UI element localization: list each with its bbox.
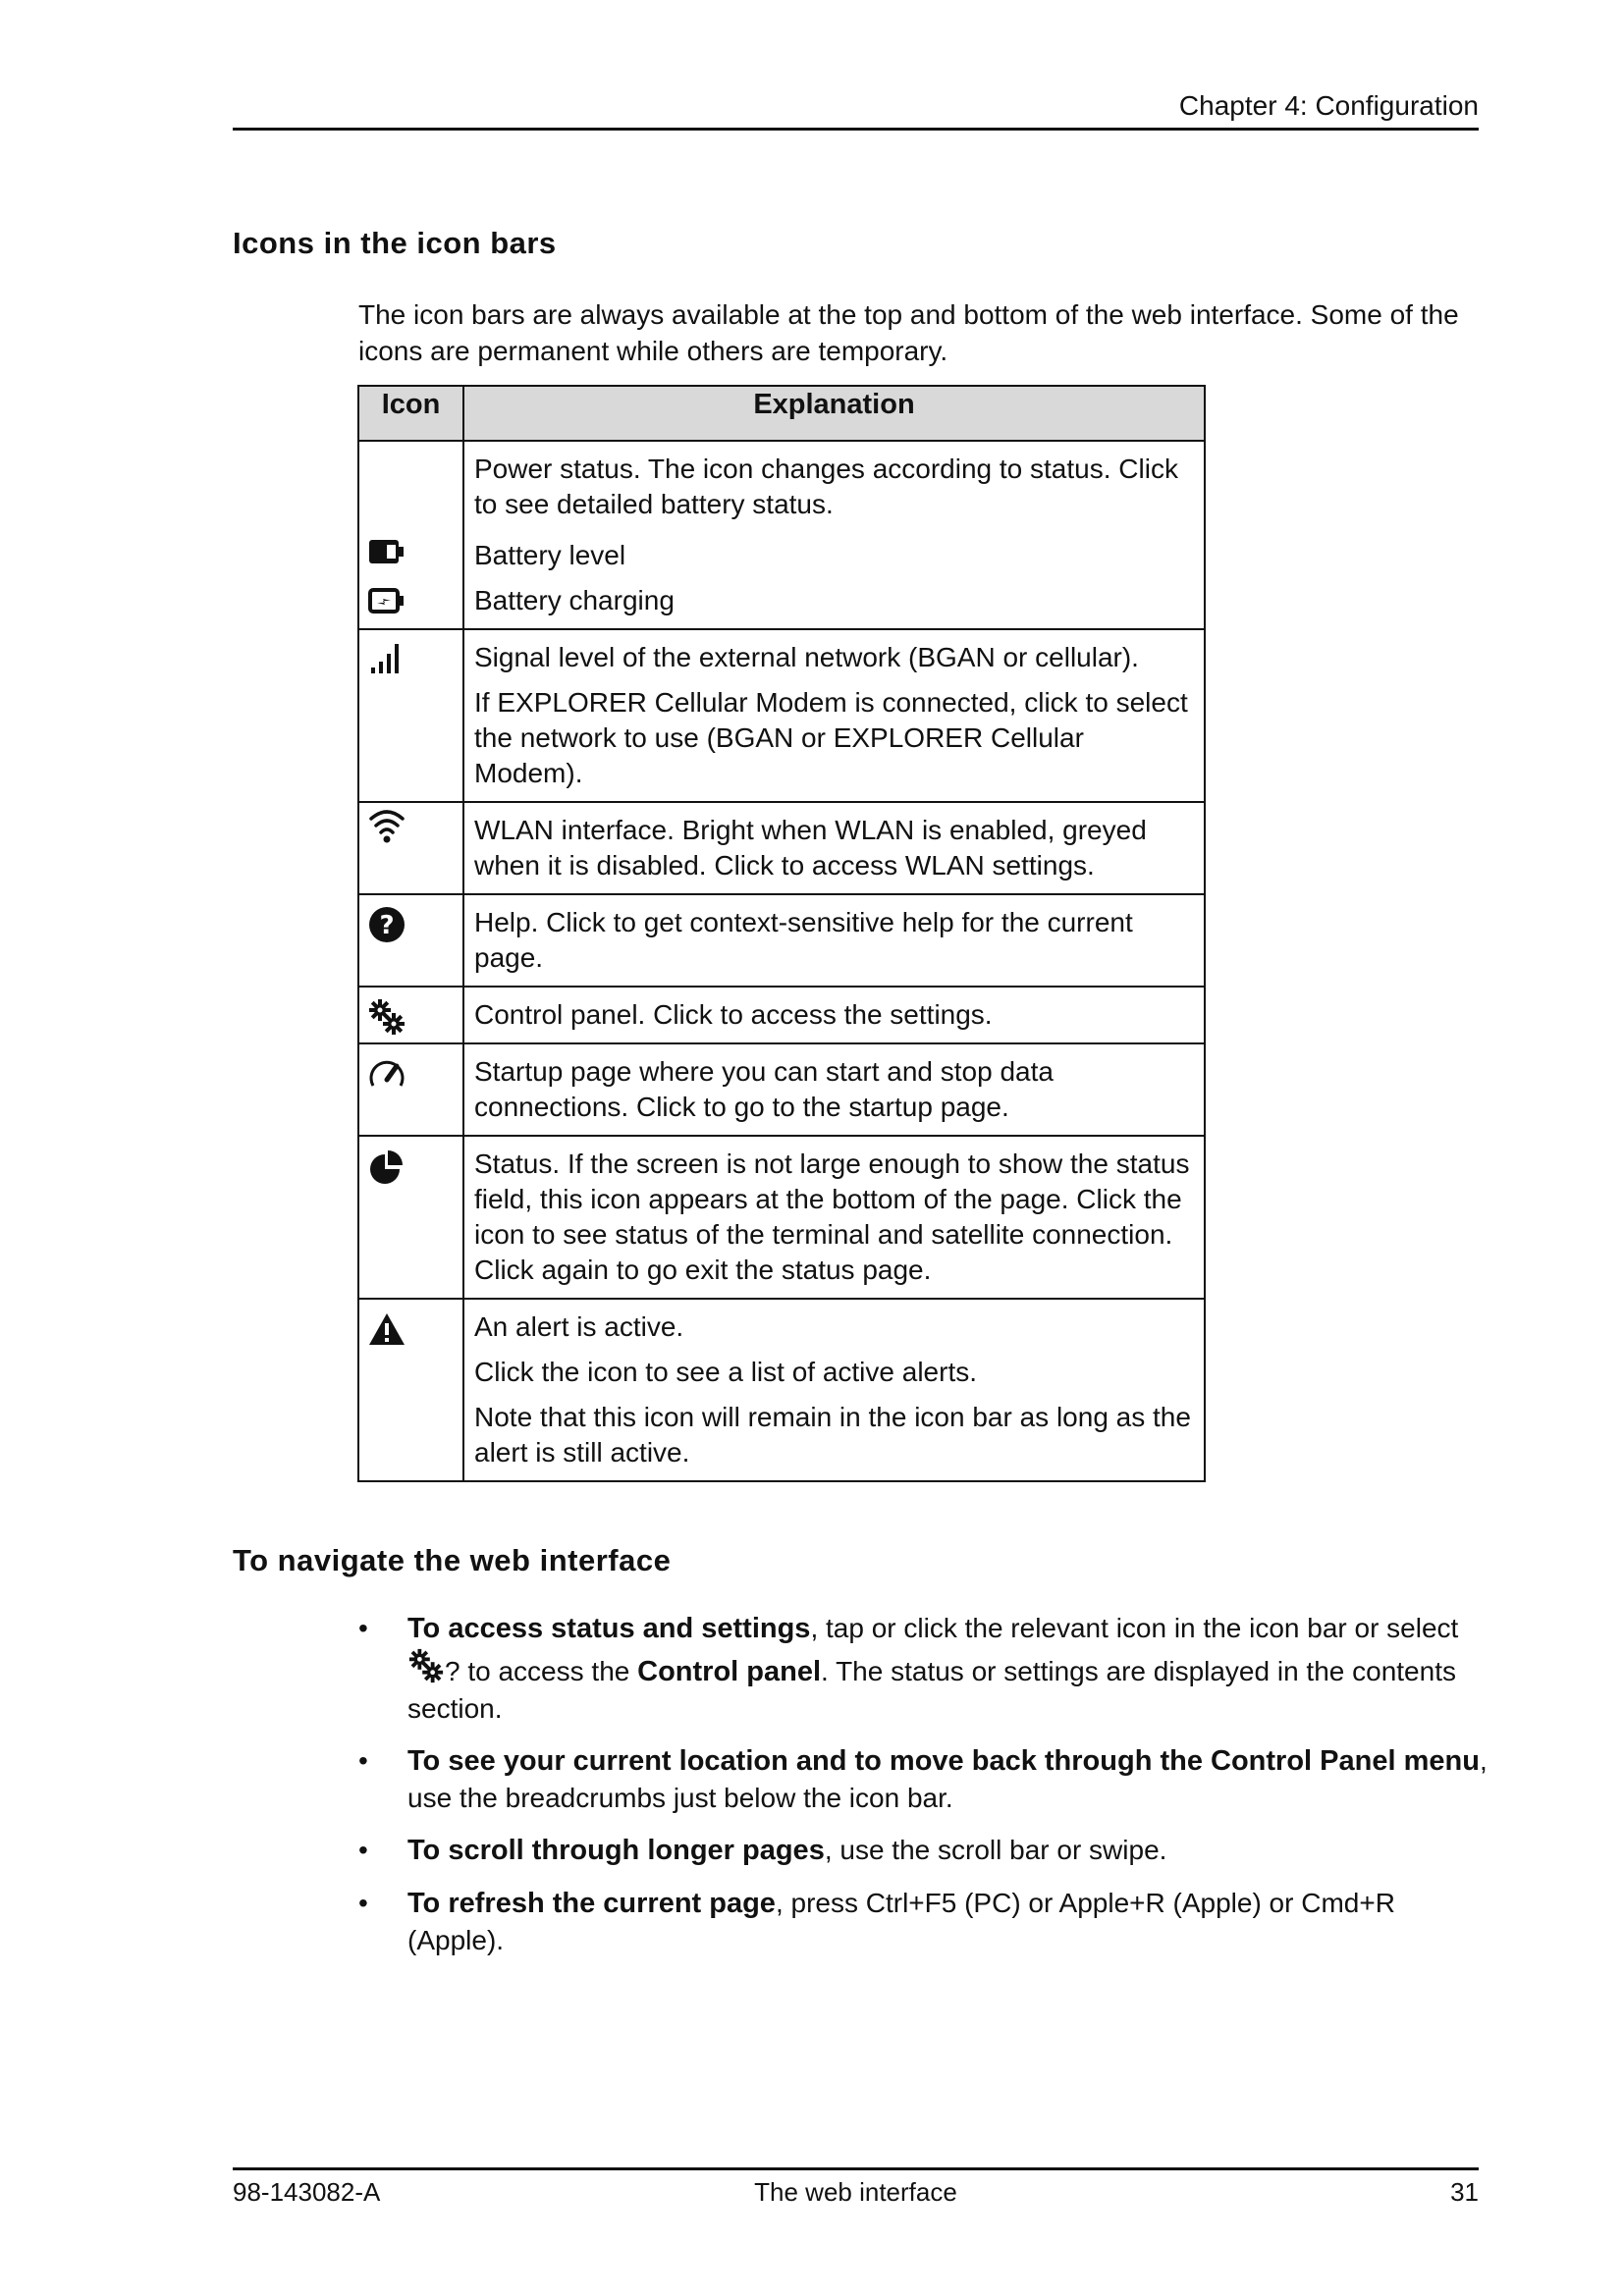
explanation-cell — [463, 802, 1205, 894]
intro-paragraph: The icon bars are always available at the top and bottom of the web interface. Some of the icons are permanent while others are temporary. — [358, 299, 1459, 366]
explanation-text: Battery charging — [474, 585, 675, 615]
explanation-cell — [463, 1043, 1205, 1136]
explanation-text: Help. Click to get context-sensitive help for the current page. — [474, 907, 1133, 973]
gears-icon — [367, 997, 406, 1037]
explanation-cell — [463, 441, 1205, 629]
section-title-navigate: To navigate the web interface — [233, 1543, 672, 1577]
bullet-mark: • — [358, 1745, 368, 1776]
icon-cell — [358, 441, 463, 629]
explanation-text: Power status. The icon changes according to status. Click to see detailed battery status. — [474, 454, 1178, 519]
bold-lead: To see your current location and to move back through the Control Panel menu — [407, 1745, 1480, 1777]
item-text: , press Ctrl+F5 (PC) or Apple+R (Apple) or Cmd+R (Apple). — [407, 1888, 1395, 1955]
item-text: ? — [445, 1656, 460, 1686]
wifi-icon — [367, 807, 406, 846]
table-row — [358, 441, 1205, 629]
explanation-text: Startup page where you can start and stop data connections. Click to go to the startup page. — [474, 1056, 1054, 1122]
icon-cell — [358, 894, 463, 987]
bullet-mark: • — [358, 1835, 368, 1865]
item-text: . The status or settings are displayed in the contents section. — [407, 1656, 1456, 1724]
table-row — [358, 894, 1205, 987]
list-item — [358, 1610, 1488, 1727]
battery-charging-icon — [367, 585, 406, 618]
explanation-text: Note that this icon will remain in the icon bar as long as the alert is still active. — [474, 1402, 1191, 1468]
table-row — [358, 1299, 1205, 1481]
table-row — [358, 629, 1205, 802]
explanation-text: WLAN interface. Bright when WLAN is enabled, greyed when it is disabled. Click to access WLAN settings. — [474, 815, 1147, 881]
table-row — [358, 987, 1205, 1043]
navigation-list — [358, 1610, 1488, 1974]
explanation-cell — [463, 1299, 1205, 1481]
pie-chart-icon — [367, 1147, 406, 1186]
explanation-text: Status. If the screen is not large enough to show the status field, this icon appears at the bottom of the page. Click the icon to see status of the terminal and satellite connection. Click again to go exit the status page. — [474, 1148, 1190, 1285]
icon-cell — [358, 1299, 463, 1481]
help-icon — [367, 905, 406, 944]
list-item — [358, 1832, 1488, 1869]
explanation-text: Control panel. Click to access the settings. — [474, 999, 993, 1030]
header-explanation: Explanation — [463, 386, 1205, 441]
header-rule — [233, 128, 1479, 131]
svg-text:?: ? — [379, 911, 395, 940]
bold-term: Control panel — [637, 1656, 822, 1687]
icon-table — [357, 385, 1206, 1482]
explanation-cell — [463, 894, 1205, 987]
icon-cell — [358, 1136, 463, 1299]
gears-icon — [407, 1647, 445, 1684]
explanation-text: Signal level of the external network (BGAN or cellular). — [474, 642, 1139, 672]
footer-rule — [233, 2167, 1479, 2170]
item-text: , use the scroll bar or swipe. — [824, 1835, 1167, 1865]
bullet-mark: • — [358, 1613, 368, 1643]
chapter-title: Chapter 4: Configuration — [1178, 90, 1479, 121]
document-number: 98-143082-A — [233, 2177, 381, 2207]
bold-lead: To refresh the current page — [407, 1888, 776, 1919]
explanation-text: If EXPLORER Cellular Modem is connected, click to select the network to use (BGAN or EXPLORER Cellular Modem). — [474, 687, 1188, 788]
warning-icon — [367, 1309, 406, 1349]
explanation-cell — [463, 987, 1205, 1043]
list-item — [358, 1742, 1488, 1816]
icon-cell — [358, 629, 463, 802]
item-text: , use the breadcrumbs just below the icon bar. — [407, 1745, 1488, 1813]
icon-cell — [358, 802, 463, 894]
explanation-text: Click the icon to see a list of active alerts. — [474, 1357, 977, 1387]
footer-title: The web interface — [754, 2177, 957, 2207]
bold-lead: To access status and settings — [407, 1613, 811, 1644]
table-row — [358, 1136, 1205, 1299]
explanation-text: An alert is active. — [474, 1311, 684, 1342]
table-header-row — [358, 386, 1205, 441]
explanation-text: Battery level — [474, 540, 626, 570]
explanation-cell — [463, 629, 1205, 802]
bold-lead: To scroll through longer pages — [407, 1835, 825, 1866]
battery-level-icon — [367, 536, 406, 569]
header-icon: Icon — [358, 386, 463, 441]
signal-bars-icon — [367, 640, 406, 679]
page-number: 31 — [1450, 2177, 1479, 2207]
table-row — [358, 802, 1205, 894]
explanation-cell — [463, 1136, 1205, 1299]
item-text: , tap or click the relevant icon in the icon bar or select — [810, 1613, 1459, 1643]
list-item — [358, 1885, 1488, 1958]
table-row — [358, 1043, 1205, 1136]
section-title-icons: Icons in the icon bars — [233, 226, 557, 260]
bullet-mark: • — [358, 1888, 368, 1918]
icon-cell — [358, 1043, 463, 1136]
speedometer-icon — [367, 1054, 406, 1094]
icon-cell — [358, 987, 463, 1043]
item-text: to access the — [460, 1656, 638, 1686]
